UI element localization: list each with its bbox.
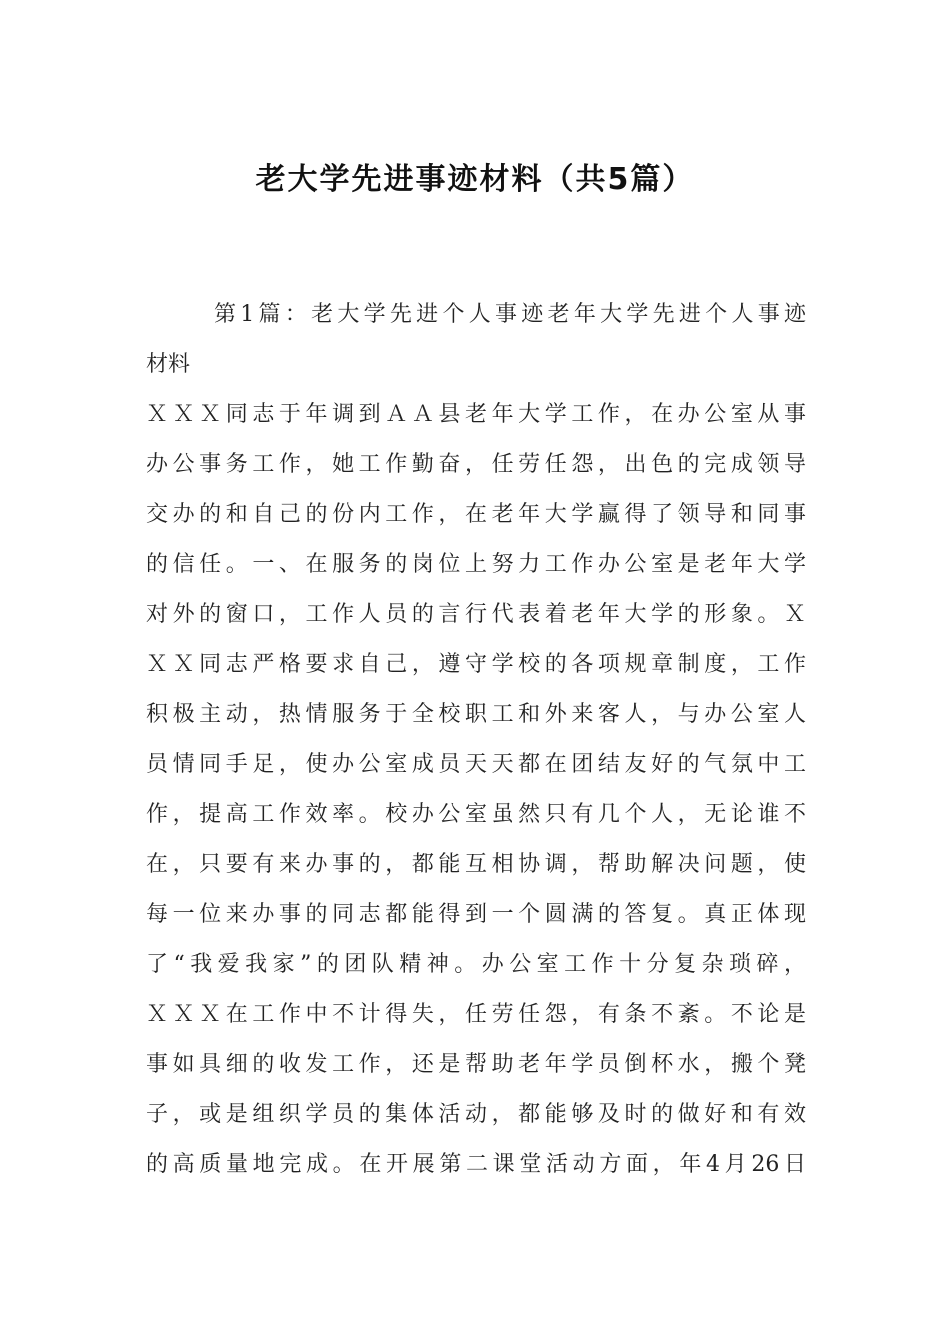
- paragraph-line: 子，或是组织学员的集体活动，都能够及时的做好和有效: [146, 1102, 806, 1127]
- paragraph-line: 办公事务工作，她工作勤奋，任劳任怨，出色的完成领导: [146, 452, 806, 477]
- paragraph-line: 在，只要有来办事的，都能互相协调，帮助解决问题，使: [146, 852, 806, 877]
- paragraph-line: 员情同手足，使办公室成员天天都在团结友好的气氛中工: [146, 752, 806, 777]
- document-title: 老大学先进事迹材料（共5篇）: [255, 162, 695, 197]
- paragraph-line: 作，提高工作效率。校办公室虽然只有几个人，无论谁不: [146, 802, 806, 827]
- paragraph-line: 事如具细的收发工作，还是帮助老年学员倒杯水，搬个凳: [146, 1052, 806, 1077]
- paragraph-line: 第1篇：老大学先进个人事迹老年大学先进个人事迹: [214, 302, 806, 327]
- paragraph-line: 每一位来办事的同志都能得到一个圆满的答复。真正体现: [146, 902, 806, 927]
- paragraph-line: ＸＸ同志严格要求自己，遵守学校的各项规章制度，工作: [146, 652, 806, 677]
- paragraph-line: 的高质量地完成。在开展第二课堂活动方面，年4月26日: [146, 1152, 806, 1177]
- paragraph-line: 的信任。一、在服务的岗位上努力工作办公室是老年大学: [146, 552, 806, 577]
- document-body: [146, 290, 806, 1190]
- paragraph-line: ＸＸＸ同志于年调到ＡＡ县老年大学工作，在办公室从事: [146, 402, 806, 427]
- paragraph-line: 材料: [146, 352, 191, 377]
- paragraph-line: 了“我爱我家”的团队精神。办公室工作十分复杂琐碎，: [146, 952, 806, 977]
- paragraph-line: ＸＸＸ在工作中不计得失，任劳任怨，有条不紊。不论是: [146, 1002, 806, 1027]
- paragraph-line: 对外的窗口，工作人员的言行代表着老年大学的形象。Ｘ: [146, 602, 806, 627]
- paragraph-line: 交办的和自己的份内工作，在老年大学赢得了领导和同事: [146, 502, 806, 527]
- paragraph-line: 积极主动，热情服务于全校职工和外来客人，与办公室人: [146, 702, 806, 727]
